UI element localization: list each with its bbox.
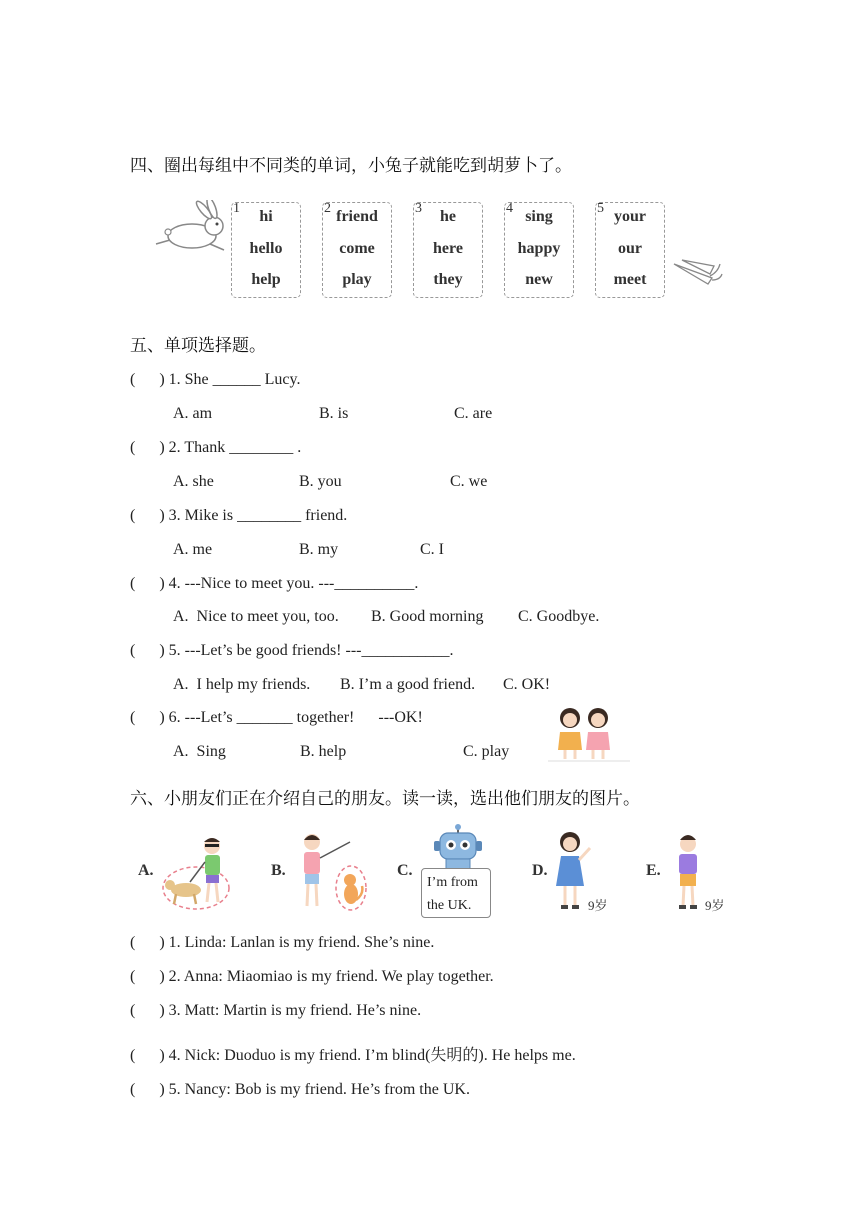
option-a[interactable]: A. she bbox=[173, 473, 214, 490]
option-c[interactable]: C. play bbox=[463, 743, 510, 760]
option-b[interactable]: B. help bbox=[300, 743, 347, 760]
speech-line-2: the UK. bbox=[427, 898, 472, 913]
section4-title: 四、圈出每组中不同类的单词，小兔子就能吃到胡萝卜了。 bbox=[130, 156, 572, 176]
option-c[interactable]: C. are bbox=[454, 405, 493, 422]
option-a[interactable]: A. me bbox=[173, 541, 213, 558]
word[interactable]: friend bbox=[336, 208, 378, 225]
boy-picture bbox=[670, 830, 710, 912]
rabbit-icon bbox=[150, 200, 230, 260]
word[interactable]: play bbox=[342, 271, 372, 288]
girl-with-cat-picture bbox=[292, 828, 372, 914]
carrot-icon bbox=[668, 254, 724, 294]
word[interactable]: they bbox=[433, 271, 463, 288]
speech-line-1: I’m from bbox=[427, 875, 478, 890]
option-b[interactable]: B. I’m a good friend. bbox=[340, 676, 476, 693]
section5-title: 五、单项选择题。 bbox=[130, 336, 266, 356]
option-a[interactable]: A. am bbox=[173, 405, 213, 422]
match-question-5: ( ) 5. Nancy: Bob is my friend. He’s from the UK. bbox=[130, 1081, 470, 1098]
picture-label-c: C. bbox=[397, 862, 413, 879]
option-b[interactable]: B. Good morning bbox=[371, 608, 484, 625]
section6-title: 六、小朋友们正在介绍自己的朋友。读一读，选出他们朋友的图片。 bbox=[130, 789, 640, 809]
blind-boy-with-dog-picture bbox=[160, 832, 240, 914]
word[interactable]: come bbox=[339, 240, 375, 257]
option-c[interactable]: C. we bbox=[450, 473, 488, 490]
age-label-e: 9岁 bbox=[705, 898, 725, 913]
word[interactable]: hi bbox=[259, 208, 273, 225]
option-c[interactable]: C. I bbox=[420, 541, 444, 558]
option-c[interactable]: C. OK! bbox=[503, 676, 551, 693]
word[interactable]: help bbox=[251, 271, 281, 288]
robot-icon bbox=[430, 823, 496, 873]
picture-label-a: A. bbox=[138, 862, 154, 879]
word-group-2: 2 friend come play bbox=[322, 202, 392, 298]
match-question-4: ( ) 4. Nick: Duoduo is my friend. I’m blind(失明的). He helps me. bbox=[130, 1047, 576, 1064]
match-question-2: ( ) 2. Anna: Miaomiao is my friend. We play together. bbox=[130, 968, 494, 985]
two-girls-icon bbox=[548, 702, 630, 762]
question-3: ( ) 3. Mike is ________ friend. bbox=[130, 507, 348, 524]
question-4: ( ) 4. ---Nice to meet you. ---__________. bbox=[130, 575, 419, 592]
picture-label-e: E. bbox=[646, 862, 661, 879]
question-2: ( ) 2. Thank ________ . bbox=[130, 439, 302, 456]
word[interactable]: meet bbox=[613, 271, 647, 288]
option-a[interactable]: A. Sing bbox=[173, 743, 226, 760]
question-1: ( ) 1. She ______ Lucy. bbox=[130, 371, 301, 388]
match-question-1: ( ) 1. Linda: Lanlan is my friend. She’s nine. bbox=[130, 934, 435, 951]
option-c[interactable]: C. Goodbye. bbox=[518, 608, 600, 625]
word[interactable]: sing bbox=[525, 208, 553, 225]
word-group-1: 1 hi hello help bbox=[231, 202, 301, 298]
picture-label-b: B. bbox=[271, 862, 286, 879]
question-5: ( ) 5. ---Let’s be good friends! ---___________. bbox=[130, 642, 454, 659]
option-b[interactable]: B. my bbox=[299, 541, 339, 558]
option-a[interactable]: A. I help my friends. bbox=[173, 676, 311, 693]
option-a[interactable]: A. Nice to meet you, too. bbox=[173, 608, 339, 625]
speech-board bbox=[421, 868, 491, 918]
word[interactable]: here bbox=[433, 240, 463, 257]
word-group-3: 3 he here they bbox=[413, 202, 483, 298]
word-group-5: 5 your our meet bbox=[595, 202, 665, 298]
word[interactable]: he bbox=[440, 208, 456, 225]
word[interactable]: happy bbox=[517, 240, 561, 257]
option-b[interactable]: B. is bbox=[319, 405, 349, 422]
option-b[interactable]: B. you bbox=[299, 473, 342, 490]
word[interactable]: your bbox=[614, 208, 646, 225]
match-question-3: ( ) 3. Matt: Martin is my friend. He’s nine. bbox=[130, 1002, 422, 1019]
word[interactable]: our bbox=[618, 240, 642, 257]
question-6: ( ) 6. ---Let’s _______ together! ---OK! bbox=[130, 709, 423, 726]
word[interactable]: new bbox=[525, 271, 553, 288]
word-group-4: 4 sing happy new bbox=[504, 202, 574, 298]
age-label-d: 9岁 bbox=[588, 898, 608, 913]
word[interactable]: hello bbox=[249, 240, 283, 257]
picture-label-d: D. bbox=[532, 862, 548, 879]
